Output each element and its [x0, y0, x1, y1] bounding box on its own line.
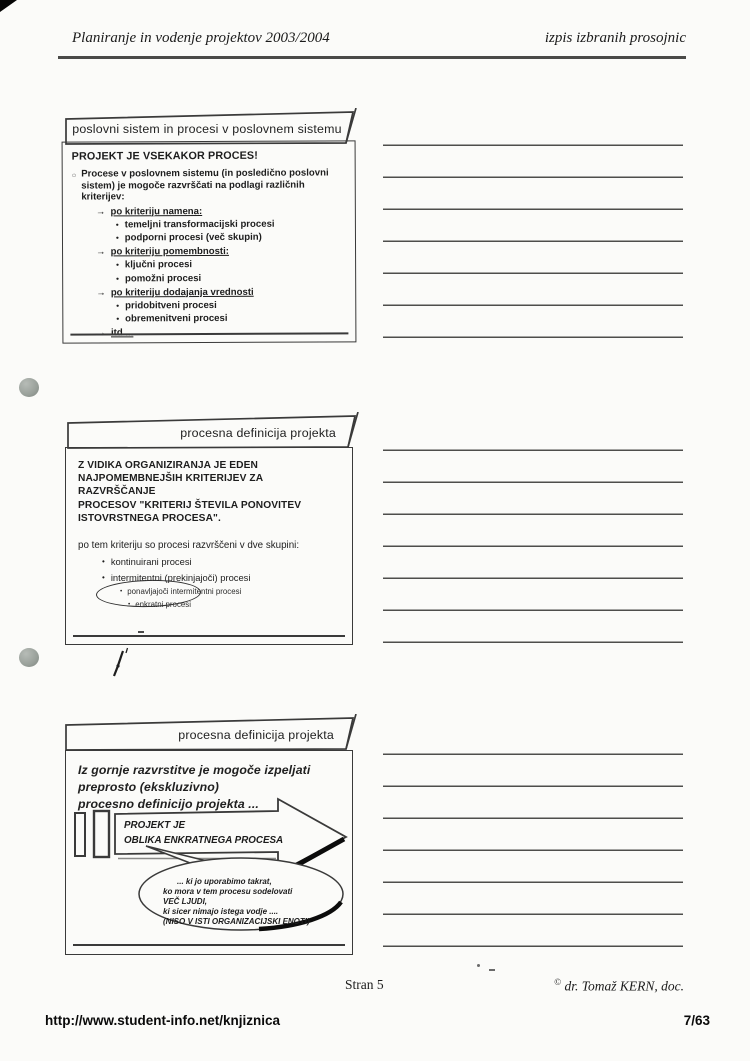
- ring-bullet-icon: ○: [71, 170, 77, 180]
- arrow-bullet-icon: →: [96, 246, 106, 258]
- slide1-intro: [72, 167, 347, 203]
- notes-lines: [383, 114, 683, 339]
- copyright-line: [554, 977, 684, 995]
- criterion-row: [96, 245, 347, 257]
- slide2-title: procesna definicija projekta: [180, 426, 336, 440]
- slide3-body: [65, 750, 353, 955]
- slide-footer-rule: [73, 635, 345, 637]
- slide2-body: [65, 447, 353, 645]
- list-item-text: ključni procesi: [124, 259, 193, 271]
- slide3-lead-line: Iz gornje razvrstitve je mogoče izpeljati: [78, 763, 311, 777]
- bubble-line: VEČ LJUDI,: [163, 897, 208, 907]
- arrow-label-line: OBLIKA ENKRATNEGA PROCESA: [124, 834, 284, 846]
- dot-bullet-icon: •: [102, 557, 105, 567]
- copyright-symbol: ©: [554, 977, 562, 987]
- bubble-line: (NISO V ISTI ORGANIZACIJSKI ENOTI): [163, 917, 310, 927]
- dot-bullet-icon: •: [115, 219, 119, 229]
- hole-punch: [19, 648, 39, 667]
- dot-bullet-icon: •: [128, 601, 131, 609]
- list-item: [116, 299, 347, 311]
- arrow-label-line: PROJEKT JE: [124, 820, 185, 831]
- dot-bullet-icon: •: [116, 260, 119, 270]
- bubble-line: ki sicer nimajo istega vodje ....: [163, 907, 279, 917]
- slide1-intro-text: Procese v poslovnem sistemu (in posledično poslovni sistem) je mogoče razvrščati na podlagi različnih kriterijev:: [81, 167, 329, 203]
- slide3-title-tab: [64, 714, 364, 752]
- list-item-text: pridobitveni procesi: [125, 299, 217, 311]
- criterion-row: [96, 286, 347, 298]
- bar-icon: [75, 813, 85, 856]
- library-url: http://www.student-info.net/knjiznica: [45, 1013, 280, 1028]
- dot-bullet-icon: •: [102, 573, 105, 583]
- list-item: [116, 218, 347, 230]
- criterion-row: [96, 205, 347, 217]
- scan-corner-artifact: [0, 0, 17, 12]
- scan-stray-mark: [138, 631, 144, 633]
- slide2-heading-line: Z VIDIKA ORGANIZIRANJA JE EDEN: [78, 460, 258, 471]
- slide2-heading-line: NAJPOMEMBNEJŠIH KRITERIJEV ZA RAZVRŠČANJE: [78, 473, 263, 498]
- copyright-text: dr. Tomaž KERN, doc.: [561, 978, 684, 994]
- slide2-heading-line: PROCESOV "KRITERIJ ŠTEVILA PONOVITEV: [78, 499, 302, 511]
- list-item-text: enkratni procesi: [135, 600, 191, 610]
- dot-bullet-icon: •: [116, 273, 119, 283]
- bubble-line: ko mora v tem procesu sodelovati: [163, 887, 293, 897]
- slide1-body: [62, 140, 357, 343]
- dot-bullet-icon: •: [115, 233, 119, 243]
- slide3-title: procesna definicija projekta: [178, 728, 334, 742]
- list-item: [116, 258, 347, 270]
- scan-stray-mark: [477, 964, 480, 967]
- slide1-title: poslovni sistem in procesi v poslovnem sistemu: [72, 122, 342, 136]
- slide-counter: 7/63: [683, 1013, 710, 1028]
- hole-punch: [19, 378, 39, 397]
- header-subtitle: izpis izbranih prosojnic: [544, 30, 686, 46]
- arrow-bullet-icon: →: [95, 205, 106, 217]
- list-item: [116, 231, 347, 243]
- list-item-text: kontinuirani procesi: [110, 556, 192, 568]
- bar-icon: [94, 811, 109, 857]
- slide1-heading: PROJEKT JE VSEKAKOR PROCES!: [71, 149, 258, 163]
- criterion-label: po kriteriju dodajanja vrednosti: [110, 286, 254, 298]
- dot-bullet-icon: •: [116, 314, 120, 324]
- list-item-text: temeljni transformacijski procesi: [124, 218, 275, 230]
- list-item: [116, 312, 347, 324]
- slide-footer-rule: [73, 944, 345, 946]
- page-number-label: Stran 5: [345, 977, 384, 992]
- list-item-text: pomožni procesi: [124, 272, 202, 284]
- list-item-text: ponavljajoči intermitentni procesi: [127, 587, 242, 597]
- page-header: [58, 30, 686, 59]
- dot-bullet-icon: •: [120, 588, 123, 596]
- criterion-label: po kriteriju pomembnosti:: [110, 245, 230, 258]
- slide2-subtitle: po tem kriteriju so procesi razvrščeni v dve skupini:: [78, 540, 300, 552]
- bubble-text: [163, 877, 343, 927]
- list-item-text: obremenitveni procesi: [125, 312, 228, 325]
- list-item: [116, 272, 347, 284]
- course-title: Planiranje in vodenje projektov 2003/2004: [72, 30, 330, 46]
- slide2-heading-line: ISTOVRSTNEGA PROCESA".: [78, 512, 221, 524]
- criterion-label: po kriteriju namena:: [110, 205, 203, 217]
- slide3-lead-line: procesno definicijo projekta ...: [78, 797, 259, 811]
- slide2-title-tab: [66, 412, 366, 450]
- notes-lines: [383, 723, 683, 948]
- bubble-line: ... ki jo uporabimo takrat,: [177, 877, 272, 886]
- arrow-label: [124, 819, 283, 848]
- slide3-lead-line: preprosto (ekskluzivno): [78, 780, 220, 794]
- dot-bullet-icon: •: [116, 300, 120, 310]
- scan-stray-mark: [489, 969, 495, 971]
- list-item-text: podporni procesi (več skupin): [124, 231, 262, 244]
- pen-mark: [106, 646, 134, 684]
- list-item: [102, 556, 342, 567]
- notes-lines: [383, 419, 683, 644]
- list-item-text: intermitentni (prekinjajoči) procesi: [110, 572, 251, 584]
- arrow-bullet-icon: →: [96, 286, 106, 298]
